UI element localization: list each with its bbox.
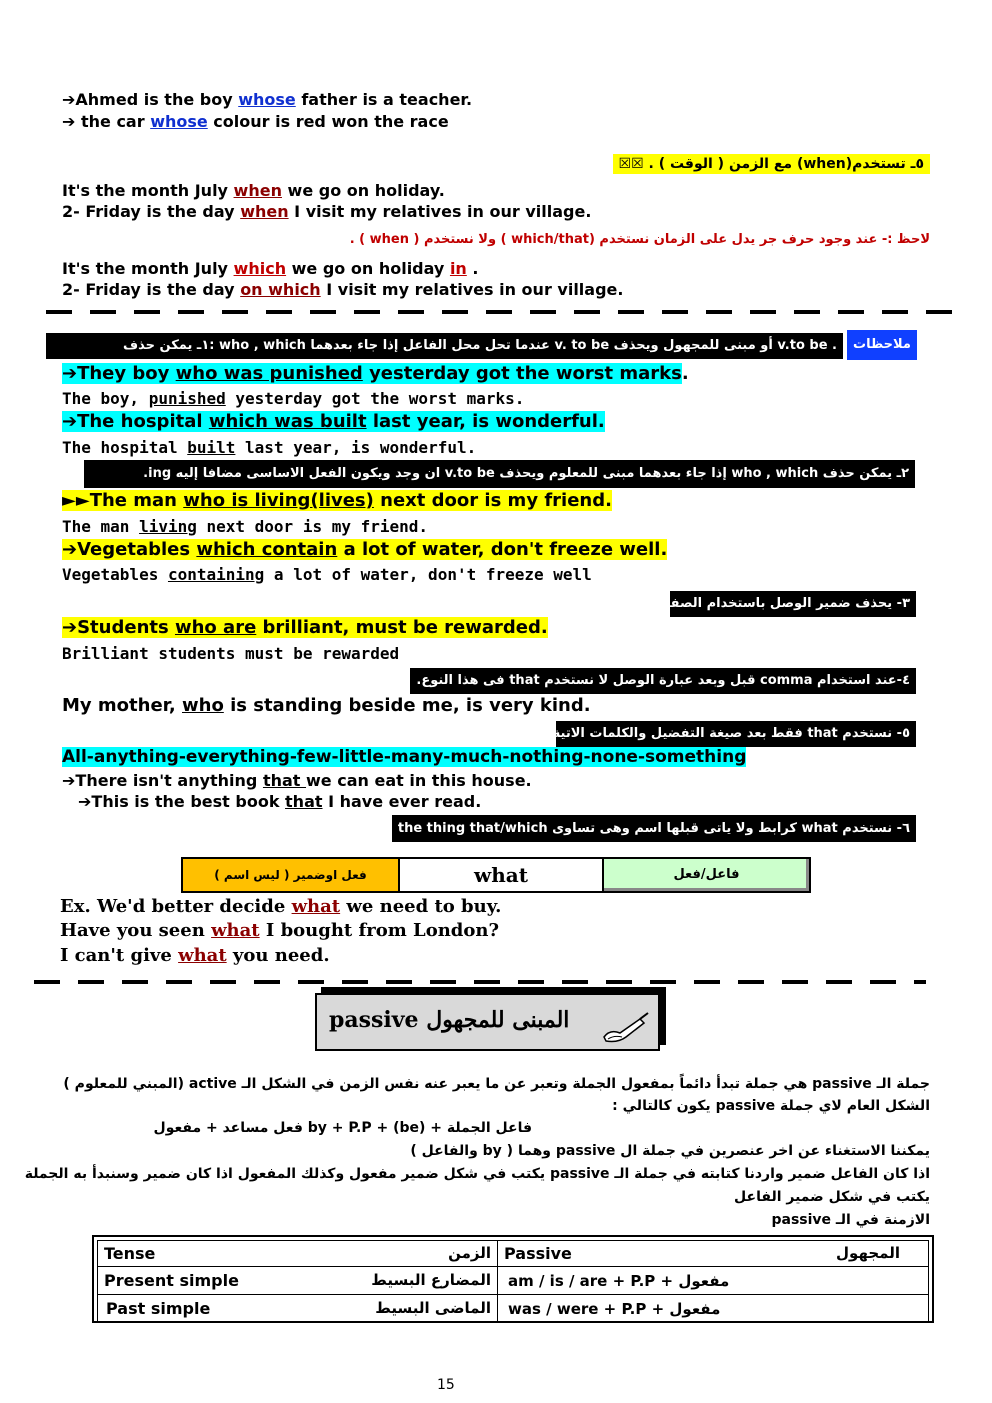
checkbox-x-icon: ☒☒ [618, 156, 644, 172]
when-example-4: 2- Friday is the day on which I visit my relatives in our village. [62, 280, 624, 299]
section-divider [46, 310, 960, 314]
when-example-2: 2- Friday is the day when I visit my relatives in our village. [62, 202, 592, 221]
what-example-1: Ex. We'd better decide what we need to buy. [60, 896, 502, 917]
when-heading: ٥ـ تستخدم(when) مع الزمن ( الوقت ) . ☒☒ [613, 154, 930, 174]
passive-paragraph-3: يمكننا الاستغناء عن اخر عنصرين في جملة ال passive وهما ( by والفاعل ) [410, 1143, 930, 1159]
table-row: Past simple الماضى البسيط مفعول + was / were + P.P [98, 1295, 929, 1323]
passive-paragraph-2: الشكل العام لاي جملة passive يكون كالتالي : [612, 1098, 930, 1114]
when-note: لاحظ :- عند وجود حرف جر يدل على الزمان نستخدم (which/that ) ولا نستخدم ( when ) . [349, 232, 930, 247]
arrow-right-icon: ➔ [62, 411, 78, 432]
tense-table [92, 1235, 934, 1323]
when-example-1: It's the month July when we go on holiday. [62, 181, 445, 200]
rule-3-banner: ٣- يحذف ضمير الوصل باستخدام الصفة [670, 591, 916, 617]
arrow-right-icon: ➔ [62, 771, 76, 790]
reduced-example-2-result: The hospital built last year, is wonderful. [62, 438, 477, 457]
passive-paragraph-6: الازمنة في الـ passive [771, 1212, 930, 1228]
that-example-2: ➔This is the best book that I have ever read. [78, 792, 482, 811]
reduced-example-1: ➔They boy who was punished yesterday got the worst marks. [62, 363, 689, 384]
passive-header: Passive المجهول [498, 1241, 929, 1267]
comma-example: My mother, who is standing beside me, is very kind. [62, 695, 591, 716]
when-example-3: It's the month July which we go on holiday in . [62, 259, 479, 278]
reduced-example-2: ➔The hospital which was built last year, is wonderful. [62, 411, 605, 432]
arrow-right-icon: ➔ [62, 90, 76, 109]
passive-title: المبنى للمجهول passive [329, 1007, 570, 1033]
pencil-hand-icon [600, 1011, 652, 1045]
rule-1-banner: . v.to be أو مبنى للمجهول ويحذف v. to be عندما تحل محل الفاعل إذا جاء بعدهما who , which :١ـ يمكن حذف [46, 333, 843, 359]
that-words: All-anything-everything-few-little-many-much-nothing-none-something [62, 747, 747, 767]
passive-paragraph-4: اذا كان الفاعل ضمير واردنا كتابته في جملة الـ passive يكتب في شكل ضمير مفعول وكذلك المفعول اذا كان ضمير وسنبدأ به الجملة [24, 1166, 930, 1182]
passive-paragraph-1: جملة الـ passive هي جملة تبدأ دائماً بمفعول الجملة وتعبر عن ما يعبر عنه نفس الزمن في الشكل الـ active (المبني للمعلوم ) [63, 1076, 930, 1092]
what-example-2: Have you seen what I bought from London? [60, 920, 500, 941]
rule-4-banner: ٤-عند استخدام comma قبل وبعد عبارة الوصل لا نستخدم that فى هذا النوع. [410, 668, 916, 694]
arrow-right-icon: ➔ [62, 112, 76, 131]
reduced-example-3-result: The man living next door is my friend. [62, 517, 429, 536]
passive-paragraph-5: يكتب في شكل ضمير الفاعل [734, 1189, 930, 1205]
tense-header: Tense الزمن [98, 1241, 498, 1267]
arrow-right-icon: ➔ [62, 617, 78, 638]
passive-formula: فاعل الجملة + by + P.P + (be) فعل مساعد + مفعول [153, 1120, 532, 1136]
whose-example-2: ➔ the car whose colour is red won the race [62, 112, 449, 131]
arrow-right-icon: ➔ [62, 363, 78, 384]
arrow-right-icon: ➔ [78, 792, 92, 811]
rule-2-banner: ٢ـ يمكن حذف who , which إذا جاء بعدهما مبنى للمعلوم ويحذف v.to be ان وجد ويكون الفعل الاساسى مضافا إليه ing. [84, 460, 915, 488]
adjective-example: ➔Students who are brilliant, must be rewarded. [62, 617, 548, 638]
what-structure-table [181, 857, 811, 893]
what-table-middle: what [400, 859, 604, 891]
rule-6-banner: ٦- نستخدم what كرابط ولا ياتى قبلها اسم وهى تساوى the thing that/which [392, 815, 916, 842]
rule-5-banner: ٥- نستخدم that فقط بعد صيغة التفضيل والكلمات الاتية: [556, 721, 916, 747]
triangle-right-icon: ►► [62, 490, 90, 511]
passive-title-box [315, 993, 660, 1051]
what-example-3: I can't give what you need. [60, 945, 330, 966]
notes-badge: ملاحظات [847, 330, 917, 360]
reduced-example-3: ►►The man who is living(lives) next door is my friend. [62, 490, 612, 511]
table-row: Present simple المضارع البسيط مفعول + am / is / are + P.P [98, 1267, 929, 1295]
arrow-right-icon: ➔ [62, 539, 78, 560]
reduced-example-1-result: The boy, punished yesterday got the worst marks. [62, 389, 525, 408]
page-number: 15 [437, 1377, 455, 1393]
what-table-after: فاعل/فعل [604, 859, 809, 891]
reduced-example-4: ➔Vegetables which contain a lot of water, don't freeze well. [62, 539, 668, 560]
whose-example-1: ➔Ahmed is the boy whose father is a teacher. [62, 90, 473, 109]
that-example-1: ➔There isn't anything that we can eat in this house. [62, 771, 532, 790]
adjective-example-result: Brilliant students must be rewarded [62, 644, 400, 663]
what-table-before: فعل اوضمير ( ليس اسم ) [183, 859, 400, 891]
reduced-example-4-result: Vegetables containing a lot of water, don't freeze well [62, 565, 592, 584]
section-divider [34, 980, 926, 984]
